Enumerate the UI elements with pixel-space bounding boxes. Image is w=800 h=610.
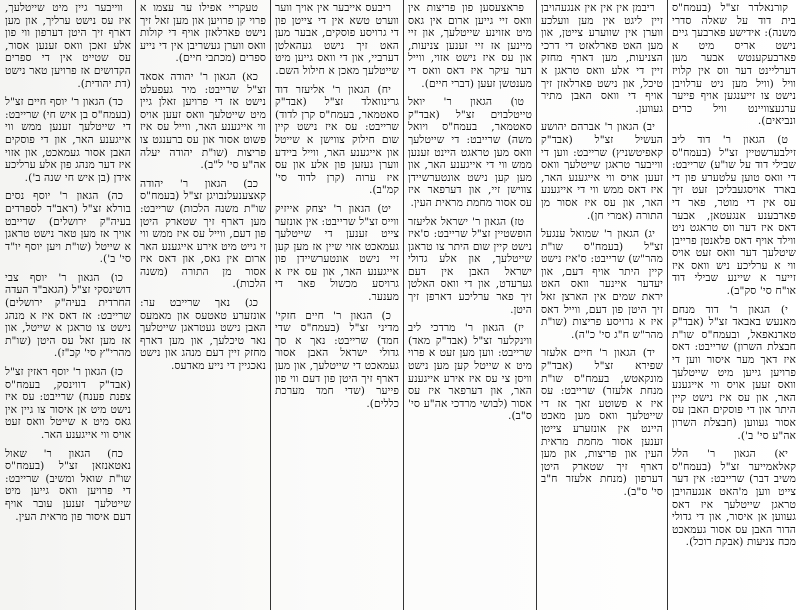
column-6: [1, 0, 135, 610]
paragraph: פראצעסען פון פריצות אין וואס זיי גייען ארום אין גאס מיט אזוינע שייטלעך, און זיי מיינען אז זיי זענען צניעות, און עס איז נישט אזוי, ווייל דער עיקר איז דאס וואס די מענטשן זעען (דברי חיים).: [408, 2, 532, 90]
paragraph: כז) הגאון ר' יוסף ראזין זצ"ל (אבד"ק דווינסק, בעמח"ס צפנת פענח) שרייבט: עס איז נישט מיט אן איסור צו גיין אין גאס מיט א שייטל וואס זעט אויס ווי אייגענע האר.: [5, 366, 131, 441]
paragraph: טו) הגאון ר' יואל טייטלבוים זצ"ל (אבד"ק סאטמאר, בעמח"ס ויואל משה) שרייבט: די שייטלעך וואס מען טראגט היינט זענען ממש ווי די אייגענע האר, און מען קען נישט אונטערשיידן צווישן זיי, און דערפאר איז עס אסור מחמת מראית העין.: [408, 96, 532, 209]
paragraph: כח) הגאון ר' שאול נאטאנזאן זצ"ל (בעמח"ס שו"ת שואל ומשיב) שרייבט: די פרויען וואס גייען מיט שייטלעך זענען עובר אויף דעם איסור פון מראית העין.: [5, 447, 131, 523]
column-5: [136, 0, 270, 610]
paragraph: ווייבער גיין מיט שייטלעך, איז עס נישט ערליך, און מען דארף זיך היטן דערפון ווי פון אלע זאכן וואס זענען אסור, עס שטייט אין די ספרים הקדושים אז פרויען טאר נישט (דת יהודית).: [5, 2, 131, 90]
paragraph: כד) הגאון ר' יוסף חיים זצ"ל (בעמח"ס בן איש חי) שרייבט: די שייטלעך זענען ממש ווי אייגענע האר, און די פוסקים האבן אסור געמאכט, און אזוי איז דער מנהג פון אלע ערליכע אידן (בן איש חי שנה ב').: [5, 96, 131, 184]
column-3: [404, 0, 536, 610]
paragraph: טעקריי אפילו ער עצמו א פרוי קן פרויען און מען זאל זיך נישט פארלאזן אויף די קולות וואס ווערן געשריבן אין די נייע ספרים (מכתבי חיים).: [140, 2, 266, 65]
column-4: [271, 0, 403, 610]
paragraph: כב) הגאון ר' יהודה קאצענעלנבויגן זצ"ל (בעמח"ס שו"ת משנה הלכות) שרייבט: מען דארף זיך שטארק היטן פון דעם, ווייל עס איז ממש ווי זי גייט מיט אירע אייגענע האר ארום אין גאס, און דאס איז אסור מן התורה (משנה הלכות).: [140, 177, 266, 291]
paragraph: יב) הגאון ר' אברהם יהושע העשיל זצ"ל (אבד"ק קאפיטשניץ) שרייבט: ווען די ווייבער טראגן שייטלעך וואס זעען אויס ווי אייגענע האר, איז דאס ממש ווי די אייגענע האר, און עס איז אסור מן התורה (אמרי חן).: [541, 121, 663, 222]
paragraph: ריבמן אין אין אין אנגעהויבן זיין ליגט אין מען וועלכע ווערן אין שווערע צייטן, און מען האט פארלאזט די דרכי הצניעות, מען דארף מחזק זיין די אלע וואס טראגן א טיכל, און נישט פארלאזן זיך אויף די וואס האבן מתיר געווען.: [541, 2, 663, 115]
paragraph: קורנאלדר זצ"ל (בעמח"ס בית דוד על שאלה סדרי משנה): אידישע פארבעך גיים נישט אריס מיט א פארבעקענטש אבער מען דערליינט דער ווס אין קלויז וויל (וויל מען ניט ערלויבן נישט צו זייענגען אויף פייער ערגעצוויינט וויל כרים ונביאים).: [672, 2, 796, 128]
paragraph: טז) הגאון ר' ישראל אליעזר הופשטיין זצ"ל שרייבט: ס'איז נישט קיין שום היתר צו טראגן שייטלעך, און אלע גדולי ישראל האבן אין דעם גערעדט, און די וואס האלטן זיך פאר ערליכע דארפן זיך היטן.: [408, 215, 532, 316]
paragraph: י) הגאון ר' דוד מנחם מאנעש באבאד זצ"ל (אבד"ק טארנאפאל, ובעמח"ס שו"ת חבצלת השרון) שרייבט: דאס איז דאך מער איסור ווען די פרויען גייען מיט שייטלעך וואס זעען אויס ווי אייגענע האר, און עס איז נישט קיין היתר און די פוסקים האבן עס אסור געווען (חבצלת השרון אה"ע סי' ב').: [672, 303, 796, 442]
paragraph: יט) הגאון ר' יצחק אייזיק ווייס זצ"ל שרייבט: אין אונזער צייט זענען די שייטלעך געמאכט אזוי שיין אז מען קען זיי נישט אונטערשיידן פון אייגענע האר, און עס איז א גרויסע מכשול פאר די מענער.: [275, 202, 399, 304]
paragraph: יז) הגאון ר' מרדכי ליב ווינקלער זצ"ל (אבד"ק מאד) שרייבט: ווען מען זעט א פרוי מיט א שייטל קען מען נישט וויסן צי עס איז אירע אייגענע האר, און דערפאר איז עס אסור (לבושי מרדכי אה"ע סי' ס"ב).: [408, 322, 532, 423]
paragraph: ריבעס אייבער אין אויך ווער ווערט טשא אין די צייטן פון די גרויסע פוסקים, אבער מען האט זיך נישט געהאלטן דערביי, און די וואס גייען מיט שייטלעך מאכן א חילול השם.: [275, 2, 399, 77]
column-2: [537, 0, 667, 610]
column-1: [668, 0, 800, 610]
paragraph: יג) הגאון ר' שמואל ענגעל זצ"ל (בעמח"ס שו"ת מהר"ש) שרייבט: ס'איז נישט קיין היתר אויף דעם, און יעדער איינער וואס האט יראת שמים אין הארצן זאל זיך היטן פון דעם, ווייל דאס איז א גרויסע פריצות (שו"ת מהר"ש ח"ג סי' כ"ה).: [541, 228, 663, 341]
paragraph: ט) הגאון ר' דוד ליב זילבערשטיין זצ"ל (בעמח"ס שבילי דוד על שו"ע) שרייבט: די וואס טוען עלטערע פון די בארד אויסגעבליכן זעט זיך עס אין די מוטר, פאר די פארבענע אנגעטאן, אבער דאס איז דער ווס טראגט ניט ווילד אויף דאס פלאנטן פרייבן שיטלעך דער וואס זעט אויס ווי א ערליכע ניש וואס איז זייער א שיינע שבילי דוד או"ח סי' סק"ב).: [672, 133, 796, 298]
paragraph: כ) הגאון ר' חיים חזקי' מדיני זצ"ל (בעמח"ס שדי חמד) שרייבט: נאך א סך גדולי ישראל האבן אסור געמאכט די שייטלעך, און מען דארף זיך היטן פון דעם ווי פון פייער (שדי חמד מערכת כללים).: [275, 309, 399, 410]
paragraph: כא) הגאון ר' יהודה אסאד זצ"ל שרייבט: מיר געפעלט נישט אז די פרויען זאלן גיין מיט שייטלעך וואס זעען אויס ווי אייגענע האר, ווייל עס איז פשוט אסור און עס ברענגט צו פריצות (שו"ת יהודה יעלה אה"ע סי' ל"ב).: [140, 70, 266, 172]
paragraph: יא) הגאון ר' הלל קאלאמייער זצ"ל (בעמח"ס משיב דבר) שרייבט: אין דער צייט ווען מ'האט אנגעהויבן טראגן שייטלעך איז דאס געווען אן איסור, און די גדולי הדור האבן עס אסור געמאכט מכח צניעות (אבקת רוכל).: [672, 448, 796, 549]
paragraph: כה) הגאון ר' יוסף נסים בורלא זצ"ל (ראב"ד לספרדים בעיה"ק ירושלים) שרייבט אויך אז מען טאר נישט טראגן א שייטל (שו"ת ויען יוסף יו"ד סי' ב').: [5, 190, 131, 266]
paragraph: יד) הגאון ר' חיים אלעזר שפירא זצ"ל (אבד"ק מונקאטש, בעמח"ס שו"ת מנחת אלעזר) שרייבט: עס איז א פשוטע זאך אז די שייטלעך וואס מען מאכט היינט אין אונזערע צייטן זענען אסור מחמת מראית העין און פריצות, און מען דארף זיך שטארק היטן דערפון (מנחת אלעזר ח"ב סי' ס"ב).: [541, 347, 663, 498]
paragraph: כו) הגאון ר' יוסף צבי דושינסקי זצ"ל (הגאב"ד העדה החרדית בעיה"ק ירושלים) שרייבט: אז דאס איז א מנהג נישט צו טראגן א שייטל, און אז מען זאל עס היטן (שו"ת מהרי"ץ סי' קכ"ז).: [5, 271, 131, 360]
paragraph: יח) הגאון ר' אליעזר דוד גרינוואלד זצ"ל (אבד"ק סאטמאר, בעמח"ס קרן לדוד) שרייבט: עס איז נישט קיין שום חילוק צווישן א שייטל און אייגענע האר, ווייל ביידע ווערן געזען פון אלע און עס איז ערוה (קרן לדוד סי' קמ"ב).: [275, 83, 399, 197]
paragraph: כג) נאך שרייבט ער: אונזערע טאטעס און מאמעס האבן נישט געטראגן שייטלעך נאר טיכלעך, און מען דארף מחזק זיין דעם מנהג און נישט נאכגיין די נייע מאדעס.: [140, 297, 266, 373]
